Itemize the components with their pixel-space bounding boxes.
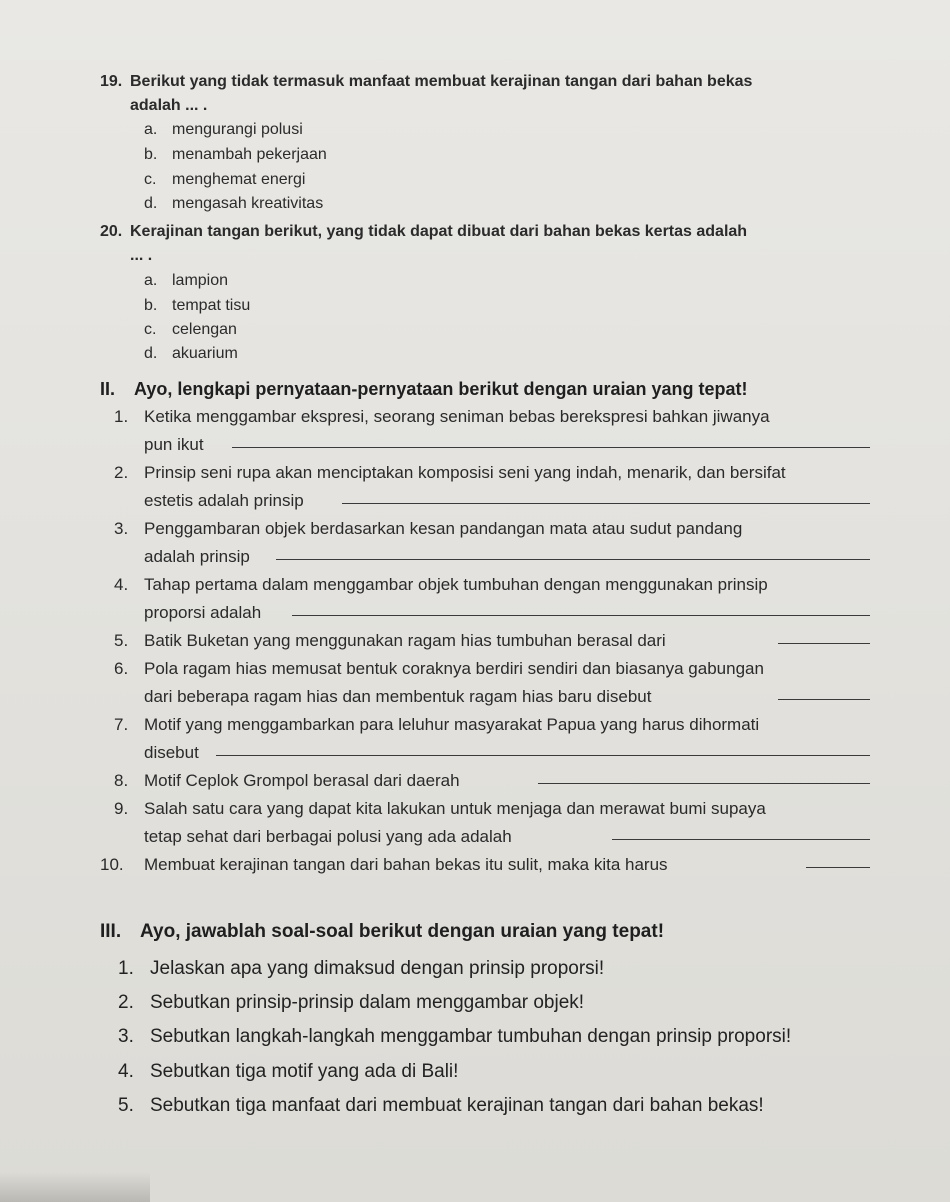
essay-item-5: 5. Sebutkan tiga manfaat dari membuat kerajinan tangan dari bahan bekas!: [118, 1095, 764, 1116]
page-edge-shadow: [0, 1172, 150, 1202]
answer-blank[interactable]: [292, 615, 870, 616]
question-text: Kerajinan tangan berikut, yang tidak dapat dibuat dari bahan bekas kertas adalah: [130, 223, 748, 240]
question-19-continuation: adalah ... .: [130, 97, 208, 114]
question-number: 19.: [100, 73, 123, 90]
fill-item-4: 4. Tahap pertama dalam menggambar objek tumbuhan dengan menggunakan prinsip: [114, 575, 768, 594]
fill-item-9-continuation: tetap sehat dari berbagai polusi yang ada adalah: [144, 827, 512, 846]
essay-item-4: 4. Sebutkan tiga motif yang ada di Bali!: [118, 1061, 459, 1082]
essay-item-2: 2. Sebutkan prinsip-prinsip dalam menggambar objek!: [118, 992, 585, 1013]
fill-item-3: 3. Penggambaran objek berdasarkan kesan pandangan mata atau sudut pandang: [114, 519, 743, 538]
answer-blank[interactable]: [778, 699, 870, 700]
fill-item-2: 2. Prinsip seni rupa akan menciptakan komposisi seni yang indah, menarik, dan bersifat: [114, 463, 786, 482]
fill-item-4-continuation: proporsi adalah: [144, 603, 262, 622]
question-number: 20.: [100, 223, 123, 240]
answer-blank[interactable]: [342, 503, 870, 504]
answer-blank[interactable]: [778, 643, 870, 644]
essay-item-1: 1. Jelaskan apa yang dimaksud dengan prinsip proporsi!: [118, 958, 605, 979]
answer-blank[interactable]: [216, 755, 870, 756]
fill-item-5: 5. Batik Buketan yang menggunakan ragam hias tumbuhan berasal dari: [114, 631, 666, 650]
answer-blank[interactable]: [276, 559, 870, 560]
option-a: a. lampion: [144, 272, 229, 289]
fill-item-7-continuation: disebut: [144, 743, 199, 762]
option-c: c. celengan: [144, 321, 237, 338]
fill-item-1: 1. Ketika menggambar ekspresi, seorang seniman bebas berekspresi bahkan jiwanya: [114, 407, 770, 426]
answer-blank[interactable]: [538, 783, 870, 784]
option-a: a. mengurangi polusi: [144, 121, 303, 138]
fill-item-9: 9. Salah satu cara yang dapat kita lakukan untuk menjaga dan merawat bumi supaya: [114, 799, 766, 818]
fill-item-10: 10. Membuat kerajinan tangan dari bahan bekas itu sulit, maka kita harus: [100, 855, 668, 874]
section-2-title: II. Ayo, lengkapi pernyataan-pernyataan berikut dengan uraian yang tepat!: [100, 379, 748, 399]
answer-blank[interactable]: [232, 447, 870, 448]
question-20: [100, 222, 747, 242]
answer-blank[interactable]: [806, 867, 870, 868]
question-19: [100, 72, 752, 92]
answer-blank[interactable]: [612, 839, 870, 840]
question-20-continuation: ... .: [130, 247, 153, 264]
essay-item-3: 3. Sebutkan langkah-langkah menggambar tumbuhan dengan prinsip proporsi!: [118, 1026, 792, 1047]
option-d: d. mengasah kreativitas: [144, 195, 324, 212]
fill-item-2-continuation: estetis adalah prinsip: [144, 491, 304, 510]
option-c: c. menghemat energi: [144, 171, 306, 188]
fill-item-6-continuation: dari beberapa ragam hias dan membentuk ragam hias baru disebut: [144, 687, 652, 706]
fill-item-7: 7. Motif yang menggambarkan para leluhur masyarakat Papua yang harus dihormati: [114, 715, 760, 734]
section-3-title: III. Ayo, jawablah soal-soal berikut dengan uraian yang tepat!: [100, 921, 665, 942]
fill-item-1-continuation: pun ikut: [144, 435, 204, 454]
fill-item-6: 6. Pola ragam hias memusat bentuk coraknya berdiri sendiri dan biasanya gabungan: [114, 659, 764, 678]
option-b: b. tempat tisu: [144, 297, 251, 314]
option-d: d. akuarium: [144, 345, 238, 362]
fill-item-8: 8. Motif Ceplok Grompol berasal dari daerah: [114, 771, 460, 790]
question-text: Berikut yang tidak termasuk manfaat membuat kerajinan tangan dari bahan bekas: [130, 73, 753, 90]
fill-item-3-continuation: adalah prinsip: [144, 547, 250, 566]
option-b: b. menambah pekerjaan: [144, 146, 327, 163]
